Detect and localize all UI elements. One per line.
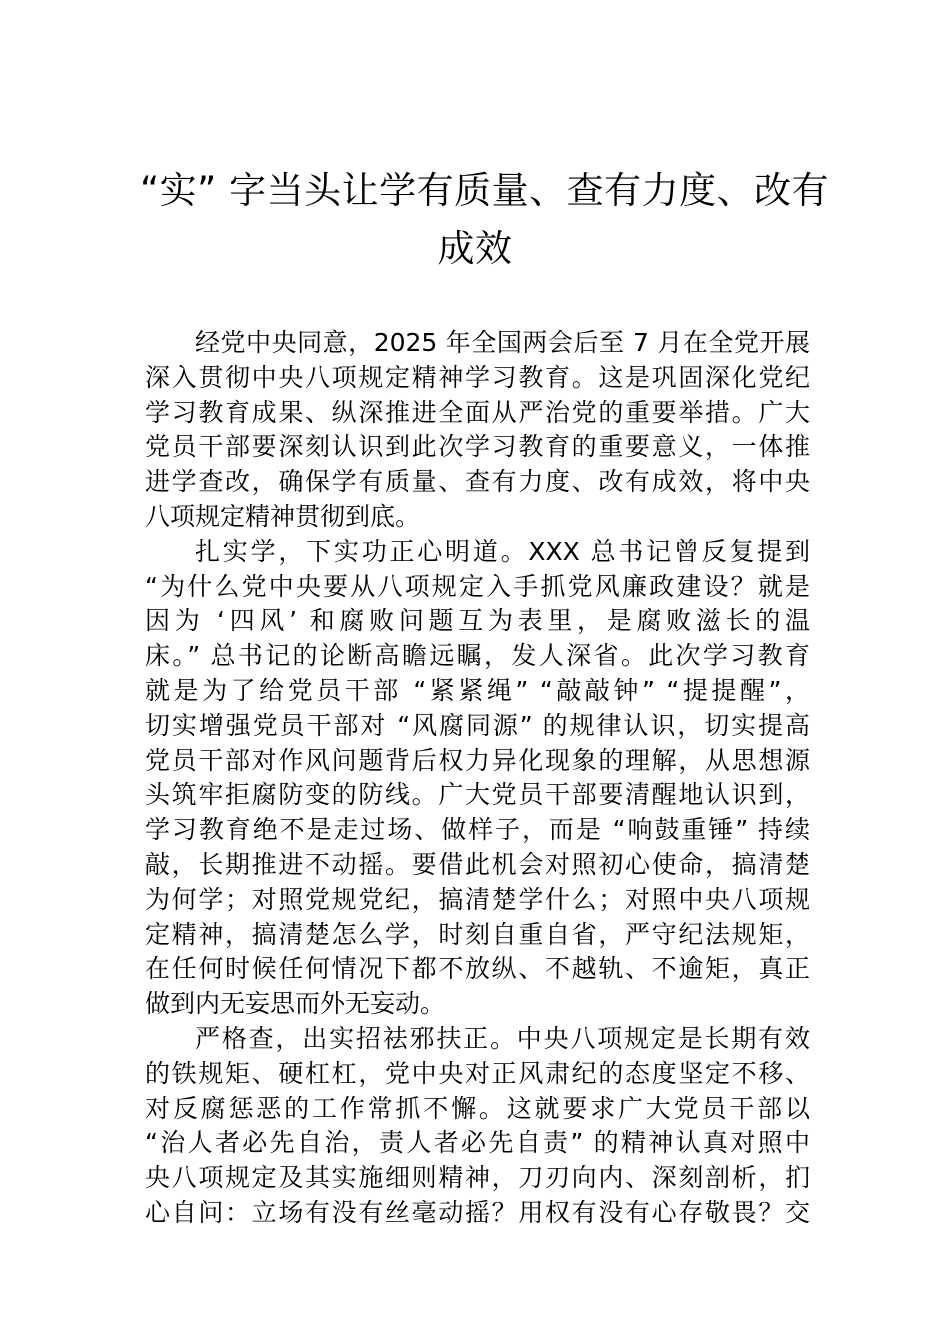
text-line: 严格查，出实招祛邪扶正。中央八项规定是长期有效 — [195, 1023, 810, 1053]
document-title — [140, 162, 830, 278]
paragraph-3 — [145, 1022, 810, 1231]
text-line: 切实增强党员干部对 “风腐同源” 的规律认识，切实提高 — [145, 710, 810, 740]
text-line: 就是为了给党员干部 “紧紧绳” “敲敲钟” “提提醒”， — [145, 675, 810, 705]
text-line: 央八项规定及其实施细则精神，刀刃向内、深刻剖析，扪 — [145, 1163, 810, 1193]
text-line: “治人者必先自治，责人者必先自责” 的精神认真对照中 — [145, 1128, 810, 1158]
text-line: 的铁规矩、硬杠杠，党中央对正风肃纪的态度坚定不移、 — [145, 1058, 810, 1088]
paragraph-1 — [145, 326, 810, 535]
text-line: 床。” 总书记的论断高瞻远瞩，发人深省。此次学习教育 — [145, 641, 810, 671]
text-line: 学习教育绝不是走过场、做样子，而是 “响鼓重锤” 持续 — [145, 815, 810, 845]
text-line: 心自问：立场有没有丝毫动摇？用权有没有心存敬畏？交 — [145, 1197, 810, 1227]
title-line: 成效 — [437, 227, 513, 270]
text-line: 对反腐惩恶的工作常抓不懈。这就要求广大党员干部以 — [145, 1093, 810, 1123]
paragraph-2 — [145, 535, 810, 1022]
text-line: 八项规定精神贯彻到底。 — [145, 501, 421, 531]
title-line: “实” 字当头让学有质量、查有力度、改有 — [140, 169, 830, 212]
text-line: 因为 ‘四风’ 和腐败问题互为表里，是腐败滋长的温 — [145, 606, 810, 636]
text-line: 为何学；对照党规党纪，搞清楚学什么；对照中央八项规 — [145, 884, 810, 914]
text-line: 做到内无妄思而外无妄动。 — [145, 989, 446, 1019]
text-line: 党员干部对作风问题背后权力异化现象的理解，从思想源 — [145, 745, 810, 775]
text-line: “为什么党中央要从八项规定入手抓党风廉政建设？就是 — [145, 571, 810, 601]
text-line: 在任何时候任何情况下都不放纵、不越轨、不逾矩，真正 — [145, 954, 810, 984]
text-line: 进学查改，确保学有质量、查有力度、改有成效，将中央 — [145, 467, 810, 497]
text-line: 学习教育成果、纵深推进全面从严治党的重要举措。广大 — [145, 397, 810, 427]
text-line: 敲，长期推进不动摇。要借此机会对照初心使命，搞清楚 — [145, 849, 810, 879]
text-line: 扎实学，下实功正心明道。XXX 总书记曾反复提到 — [195, 536, 810, 566]
text-line: 经党中央同意，2025 年全国两会后至 7 月在全党开展 — [195, 328, 810, 357]
text-line: 头筑牢拒腐防变的防线。广大党员干部要清醒地认识到， — [145, 780, 810, 810]
document-body — [145, 326, 810, 1231]
text-line: 党员干部要深刻认识到此次学习教育的重要意义，一体推 — [145, 432, 810, 462]
text-line: 定精神，搞清楚怎么学，时刻自重自省，严守纪法规矩， — [145, 919, 810, 949]
text-line: 深入贯彻中央八项规定精神学习教育。这是巩固深化党纪 — [145, 362, 810, 392]
